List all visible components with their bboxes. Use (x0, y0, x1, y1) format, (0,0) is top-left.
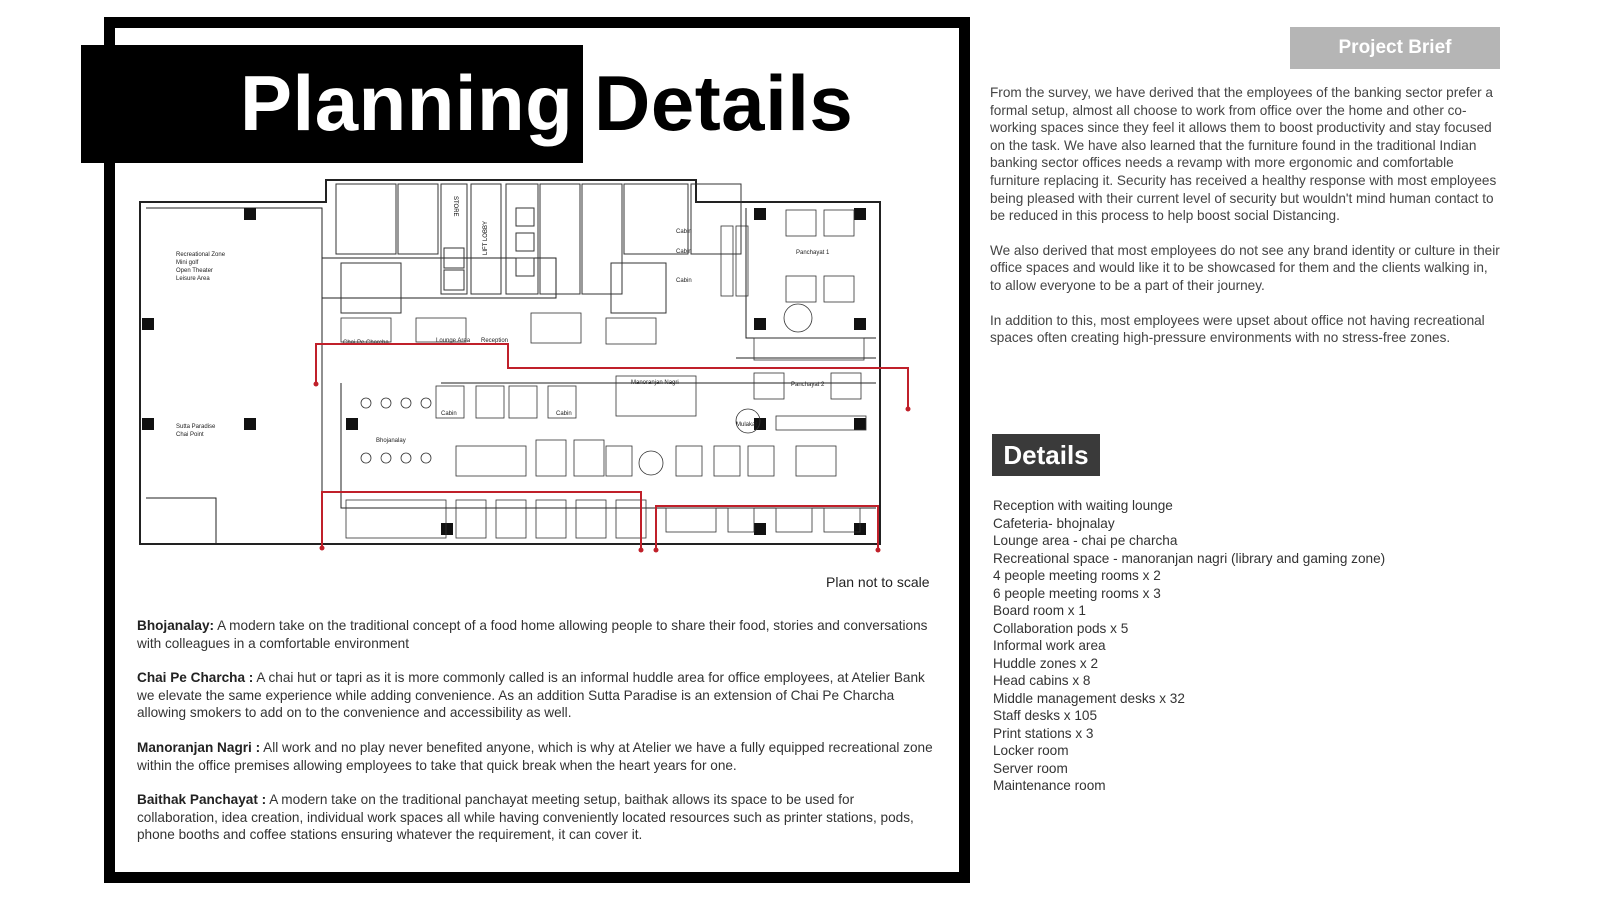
list-item: Cafeteria- bhojnalay (993, 515, 1115, 531)
svg-text:Open Theater: Open Theater (176, 268, 213, 274)
details-heading: Details (992, 434, 1100, 476)
details-list (993, 497, 1385, 795)
label-manoranjan-nagri: Manoranjan Nagri (631, 380, 679, 386)
svg-text:Leisure Area: Leisure Area (176, 276, 210, 282)
brief-paragraph: From the survey, we have derived that the employees of the banking sector prefer a formal setup, almost all choose to work from office over the home and other co-working spaces since they feel it allows them to boost productivity and stay focused on the task. We have also learned that the furniture found in the traditional Indian banking sector offices needs a revamp with more ergonomic and comfortable furniture replacing it. Security has received a healthy response with most employees being pleased with their current level of security but wouldn't mind human contact to be reduced in this process to help boost social Distancing. (990, 85, 1497, 224)
project-brief-button[interactable]: Project Brief (1290, 27, 1500, 69)
floor-plan (136, 178, 936, 576)
plan-columns (142, 208, 866, 535)
brief-paragraph: In addition to this, most employees were upset about office not having recreational spaces often creating high-pressure environments with no stress-free zones. (990, 312, 1485, 346)
list-item: Huddle zones x 2 (993, 655, 1099, 671)
label-chai-pe-charcha: Chai Pe Charcha (343, 340, 389, 346)
list-item: Locker room (993, 743, 1069, 758)
plan-scale-note: Plan not to scale (826, 574, 930, 590)
list-item: Staff desks x 105 (993, 708, 1098, 723)
list-item: 6 people meeting rooms x 3 (993, 585, 1161, 601)
plan-furniture (341, 210, 866, 538)
plan-walls (140, 180, 880, 544)
list-item: Maintenance room (993, 778, 1106, 793)
label-bhojanalay: Bhojanalay (376, 438, 406, 444)
desc-baithak-panchayat: Baithak Panchayat : A modern take on the traditional panchayat meeting setup, baithak allows its space to be used for collaboration, idea creation, individual work spaces all while having conveniently located resources such as printer stations, pods, phone booths and coffee stations ensuring whatever the requirement, it can cover it. (137, 792, 914, 843)
desc-chai-pe-charcha: Chai Pe Charcha : A chai hut or tapri as it is more commonly called is an informal huddle area for office employees, at Atelier Bank we elevate the same experience while adding convenience. As an addition Sutta Paradise is an extension of Chai Pe Charcha allowing smokers to add on to the convenience and accessibility as well. (137, 670, 925, 721)
project-brief-text (990, 84, 1500, 364)
desc-bhojanalay: Bhojanalay: A modern take on the traditional concept of a food home allowing people to share their food, stories and conversations with colleagues in a comfortable environment (137, 618, 928, 651)
title-planning: Planning (240, 59, 574, 147)
list-item: Print stations x 3 (993, 725, 1094, 741)
list-item: Reception with waiting lounge (993, 498, 1173, 513)
desc-manoranjan-nagri: Manoranjan Nagri : All work and no play never benefited anyone, which is why at Atelier we have a fully equipped recreational zone within the office premises allowing employees to take that quick break when the heart years for one. (137, 739, 933, 773)
list-item: Middle management desks x 32 (993, 690, 1185, 706)
label-store: STORE (452, 196, 458, 217)
svg-text:Cabin: Cabin (676, 278, 692, 284)
list-item: Collaboration pods x 5 (993, 620, 1129, 636)
title-details: Details (594, 59, 854, 147)
brief-paragraph: We also derived that most employees do not see any brand identity or culture in their office spaces and would like it to be showcased for them and the clients walking in, to allow everyone to be a part of their journey. (990, 242, 1500, 293)
label-sutta-paradise: Sutta Paradise (176, 424, 216, 430)
svg-text:Cabin: Cabin (556, 411, 572, 417)
list-item: 4 people meeting rooms x 2 (993, 568, 1161, 583)
svg-text:Cabin: Cabin (676, 249, 692, 255)
label-lounge-area: Lounge Area (436, 338, 471, 344)
svg-text:Cabin: Cabin (676, 229, 692, 235)
label-recreational-zone: Recreational Zone (176, 252, 226, 258)
list-item: Recreational space - manoranjan nagri (library and gaming zone) (993, 550, 1386, 566)
list-item: Server room (993, 760, 1068, 776)
list-item: Board room x 1 (993, 603, 1086, 618)
list-item: Informal work area (993, 638, 1106, 653)
list-item: Head cabins x 8 (993, 673, 1091, 688)
svg-text:Mini golf: Mini golf (176, 260, 199, 266)
svg-text:Chai Point: Chai Point (176, 432, 204, 438)
label-mulakat: Mulakat (736, 422, 758, 428)
plan-section-lines (316, 344, 908, 550)
label-reception: Reception (481, 338, 509, 344)
zone-descriptions (137, 617, 937, 861)
label-cabin: Cabin (441, 411, 457, 417)
label-lift-lobby: LIFT LOBBY (483, 221, 489, 255)
list-item: Lounge area - chai pe charcha (993, 533, 1178, 548)
label-panchayat-2: Panchayat 2 (791, 382, 825, 388)
label-panchayat-1: Panchayat 1 (796, 250, 830, 256)
